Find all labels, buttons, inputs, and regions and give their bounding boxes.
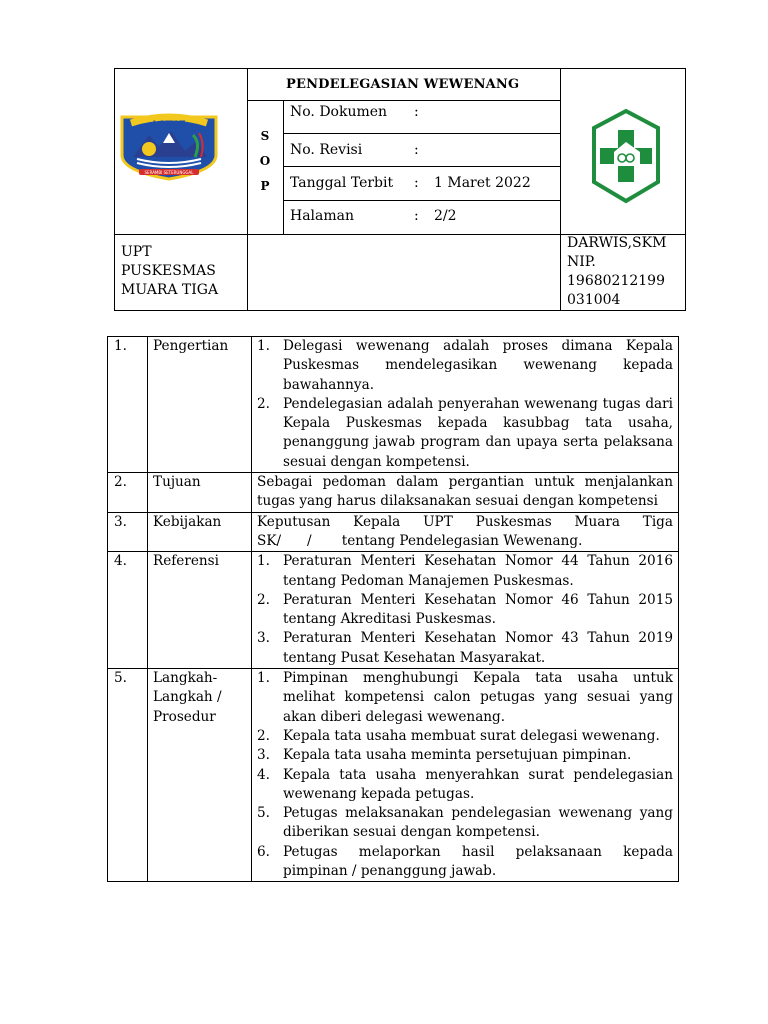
list-item (257, 629, 673, 668)
table-row (108, 337, 679, 473)
list-item (257, 395, 673, 472)
sop-letter-s: S (260, 129, 270, 143)
puskesmas-logo (590, 108, 662, 208)
list-item (257, 843, 673, 882)
section-content (252, 669, 679, 882)
table-row (108, 552, 679, 669)
item-number: 2. (257, 395, 270, 412)
list-item (257, 552, 673, 591)
item-number: 2. (257, 727, 270, 744)
sop-letter-p: P (260, 179, 270, 193)
table-row (108, 512, 679, 552)
unit-line: PUSKESMAS (121, 263, 216, 279)
field-sep-no-dokumen: : (414, 104, 419, 120)
lahat-regency-logo (119, 113, 219, 181)
item-number: 4. (257, 766, 270, 783)
section-number: 2. (108, 473, 148, 513)
section-number: 1. (108, 337, 148, 473)
section-content (252, 337, 679, 473)
section-label: Kebijakan (148, 512, 252, 552)
item-text: Pendelegasian adalah penyerahan wewenang tugas dari Kepala Puskesmas kepada kasubbag tata usaha, penanggung jawab program dan upaya serta pelaksana sesuai dengan kompetensi. (283, 395, 673, 470)
item-text: Peraturan Menteri Kesehatan Nomor 46 Tahun 2015 tentang Akreditasi Puskesmas. (283, 591, 673, 628)
field-value-halaman: 2/2 (434, 208, 457, 224)
sop-letter-o: O (259, 154, 271, 168)
list-item (257, 727, 673, 746)
item-text: Petugas melaporkan hasil pelaksanaan kepada pimpinan / penanggung jawab. (283, 843, 673, 880)
item-text: Peraturan Menteri Kesehatan Nomor 44 Tahun 2016 tentang Pedoman Manajemen Puskesmas. (283, 553, 673, 589)
table-row (108, 473, 679, 513)
item-number: 3. (257, 747, 270, 764)
item-number: 5. (257, 805, 270, 822)
item-text: Kepala tata usaha menyerahkan surat pendelegasian wewenang kepada petugas. (283, 766, 673, 802)
item-number: 6. (257, 843, 270, 860)
signer-nip-label: NIP. (567, 254, 596, 270)
signer-nip-part: 031004 (567, 292, 621, 308)
sop-content-table (107, 336, 679, 882)
item-number: 3. (257, 630, 270, 647)
section-number: 3. (108, 512, 148, 552)
list-item (257, 804, 673, 843)
signer-block (567, 234, 666, 310)
list-item (257, 337, 673, 395)
item-number: 2. (257, 591, 270, 608)
unit-line: MUARA TIGA (121, 282, 219, 298)
item-text: Pimpinan menghubungi Kepala tata usaha untuk melihat kompetensi calon petugas yang sesuai yang akan diberi delegasi wewenang. (283, 670, 673, 725)
signer-nip-part: 19680212199 (567, 273, 665, 289)
item-number: 1. (257, 338, 270, 354)
section-label: Langkah-Langkah / Prosedur (148, 669, 252, 882)
section-number: 4. (108, 552, 148, 669)
unit-line: UPT (121, 244, 152, 260)
section-label: Tujuan (148, 473, 252, 513)
item-text: Petugas melaksanakan pendelegasian wewenang yang diberikan sesuai dengan kompetensi. (283, 805, 673, 841)
item-text: Kepala tata usaha membuat surat delegasi wewenang. (283, 727, 660, 744)
section-label: Pengertian (148, 337, 252, 473)
policy-line: Keputusan Kepala UPT Puskesmas Muara Tiga (257, 513, 673, 530)
list-item (257, 766, 673, 805)
signer-name: DARWIS,SKM (567, 235, 667, 251)
item-number: 1. (257, 670, 270, 687)
section-label: Referensi (148, 552, 252, 669)
field-sep-halaman: : (414, 208, 419, 224)
section-content (252, 512, 679, 552)
item-text: Kepala tata usaha meminta persetujuan pimpinan. (283, 747, 632, 764)
item-text: Delegasi wewenang adalah proses dimana Kepala Puskesmas mendelegasikan wewenang kepada bawahannya. (283, 338, 673, 393)
document-title: PENDELEGASIAN WEWENANG (286, 77, 520, 92)
item-number: 1. (257, 553, 270, 570)
table-row (108, 669, 679, 882)
field-label-no-revisi: No. Revisi (290, 142, 363, 158)
item-text: Peraturan Menteri Kesehatan Nomor 43 Tahun 2019 tentang Pusat Kesehatan Masyarakat. (283, 630, 673, 666)
field-sep-tanggal-terbit: : (414, 175, 419, 191)
section-content: Sebagai pedoman dalam pergantian untuk menjalankan tugas yang harus dilaksanakan sesuai dengan kompetensi (252, 473, 679, 513)
sop-header (114, 68, 686, 311)
policy-line: SK/ / tentang Pendelegasian Wewenang. (257, 532, 583, 549)
lahat-logo-motto: SERAMBI SETERUNGGAL (144, 170, 194, 175)
unit-name (121, 243, 218, 300)
field-label-no-dokumen: No. Dokumen (290, 104, 388, 120)
section-content (252, 552, 679, 669)
field-label-tanggal-terbit: Tanggal Terbit (290, 175, 394, 191)
list-item (257, 746, 673, 765)
field-label-halaman: Halaman (290, 208, 355, 224)
field-value-tanggal-terbit: 1 Maret 2022 (434, 175, 531, 191)
lahat-logo-text: LAHAT (152, 120, 186, 130)
field-sep-no-revisi: : (414, 142, 419, 158)
section-number: 5. (108, 669, 148, 882)
list-item (257, 669, 673, 727)
list-item (257, 591, 673, 630)
